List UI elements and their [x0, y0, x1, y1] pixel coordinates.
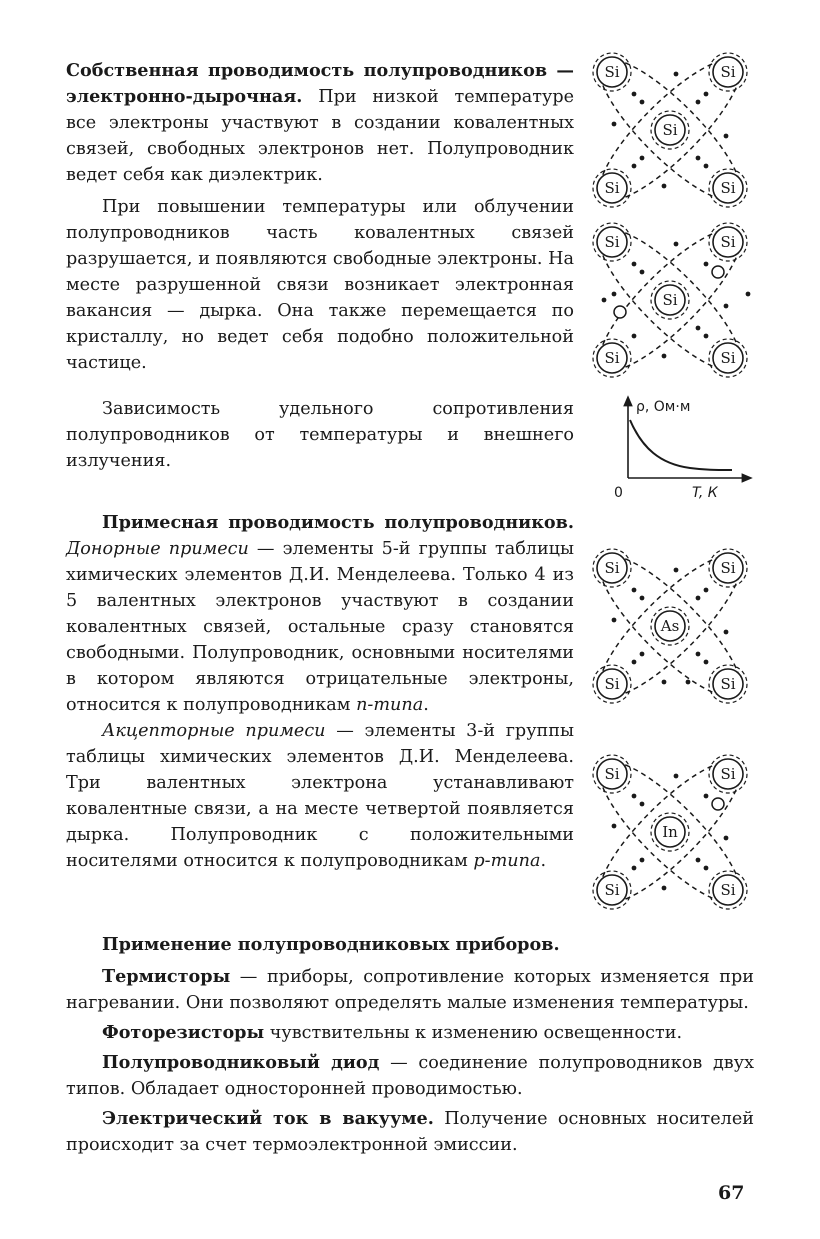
acceptor-end: .: [540, 851, 547, 871]
electron-dot: [696, 652, 701, 657]
atom-label: Si: [720, 765, 736, 783]
corner-atom: [593, 549, 631, 587]
devices-section: [66, 932, 754, 1158]
corner-atom: [709, 169, 747, 207]
electron-dot: [612, 824, 617, 829]
atom-label: Si: [720, 63, 736, 81]
hole-marker: [614, 306, 626, 318]
electron-dot: [640, 270, 645, 275]
electron-dot: [640, 156, 645, 161]
photoresistors-term: Фоторезисторы: [102, 1022, 265, 1043]
electron-dot: [704, 794, 709, 799]
graph-xlabel: T, К: [692, 485, 718, 501]
acceptor-type: р-типа: [473, 851, 541, 871]
electron-dot: [704, 588, 709, 593]
lattice-figure-intrinsic-hot: [590, 220, 760, 380]
electron-dot: [696, 100, 701, 105]
acceptor-term: Акцепторные примеси: [102, 721, 326, 741]
electron-dot: [612, 618, 617, 623]
electron-dot: [704, 334, 709, 339]
atom-label: Si: [662, 291, 678, 309]
diode-term: Полупроводниковый диод: [102, 1052, 380, 1073]
electron-dot: [704, 262, 709, 267]
vacuum-text: Получение основных носителей происходит за счет термоэлектронной эмиссии.: [66, 1109, 754, 1155]
atom-label: Si: [720, 675, 736, 693]
impurity-heading: Примесная проводимость полупроводников.: [102, 512, 574, 533]
atom-label: Si: [720, 559, 736, 577]
corner-atom: [709, 549, 747, 587]
atom-label: In: [662, 823, 678, 841]
electron-dot: [632, 164, 637, 169]
corner-atom: [709, 871, 747, 909]
electron-dot: [662, 886, 667, 891]
corner-atom: [709, 53, 747, 91]
electron-dot: [662, 354, 667, 359]
electron-dot: [632, 660, 637, 665]
atom-label: Si: [604, 881, 620, 899]
donor-text: — элементы 5-й группы таблицы химических элементов Д.И. Менделеева. Только 4 из 5 валентных электронов участвуют в создании ковалентных связей, остальные сразу становятся свободными. Полупроводник, основными носителями в котором являются отрицательные электроны, относится к полупроводникам: [66, 539, 574, 715]
free-electron-dot: [602, 298, 607, 303]
intrinsic-p2: При повышении температуры или облучении полупроводников часть ковалентных связей разрушается, и появляются свободные электроны. На месте разрушенной связи возникает электронная вакансия — дырка. Она также перемещается по кристаллу, но ведет себя подобно положительной частице.: [66, 197, 574, 373]
corner-atom: [593, 169, 631, 207]
atom-label: Si: [604, 233, 620, 251]
atom-label: Si: [604, 179, 620, 197]
intrinsic-p1: При низкой температуре все электроны участвуют в создании ковалентных связей, свободных электронов нет. Полупроводник ведет себя как диэлектрик.: [66, 87, 574, 185]
atom-label: Si: [720, 349, 736, 367]
atom-label: As: [660, 617, 680, 635]
vacuum-term: Электрический ток в вакууме.: [102, 1108, 434, 1129]
electron-dot: [674, 72, 679, 77]
electron-dot: [696, 156, 701, 161]
atom-label: Si: [604, 675, 620, 693]
thermistors-term: Термисторы: [102, 966, 231, 987]
center-atom: [651, 111, 689, 149]
corner-atom: [593, 871, 631, 909]
lattice-figure-intrinsic-cold: [590, 50, 760, 210]
lattice-figure-donor: [590, 546, 760, 706]
free-electron-dot: [686, 680, 691, 685]
intrinsic-heading: Собственная проводимость полупроводников — электронно-дырочная.: [66, 60, 574, 107]
center-atom: [651, 281, 689, 319]
center-atom: [651, 607, 689, 645]
resistivity-temperature-graph: [600, 392, 760, 504]
electron-dot: [632, 866, 637, 871]
thermistors-text: — приборы, сопротивление которых изменяется при нагревании. Они позволяют определять малые изменения температуры.: [66, 967, 754, 1013]
electron-dot: [704, 660, 709, 665]
electron-dot: [662, 680, 667, 685]
corner-atom: [709, 223, 747, 261]
free-electron-dot: [746, 292, 751, 297]
electron-dot: [640, 858, 645, 863]
corner-atom: [709, 755, 747, 793]
hole-marker: [712, 798, 724, 810]
atom-label: Si: [720, 881, 736, 899]
electron-dot: [704, 866, 709, 871]
corner-atom: [709, 339, 747, 377]
atom-label: Si: [604, 63, 620, 81]
atom-label: Si: [720, 179, 736, 197]
electron-dot: [696, 326, 701, 331]
donor-end: .: [423, 695, 429, 715]
electron-dot: [696, 596, 701, 601]
atom-label: Si: [604, 349, 620, 367]
center-atom: [651, 813, 689, 851]
graph-curve: [630, 420, 732, 470]
electron-dot: [674, 774, 679, 779]
electron-dot: [632, 92, 637, 97]
corner-atom: [593, 53, 631, 91]
lattice-figure-acceptor: [590, 752, 760, 912]
electron-dot: [674, 568, 679, 573]
atom-label: Si: [604, 559, 620, 577]
atom-label: Si: [662, 121, 678, 139]
electron-dot: [724, 836, 729, 841]
donor-type: n-типа: [356, 695, 424, 715]
corner-atom: [593, 665, 631, 703]
impurity-section: [66, 510, 574, 874]
electron-dot: [724, 134, 729, 139]
electron-dot: [640, 596, 645, 601]
graph-origin: 0: [614, 485, 623, 501]
electron-dot: [724, 304, 729, 309]
graph-ylabel: ρ, Ом·м: [636, 399, 691, 415]
electron-dot: [674, 242, 679, 247]
donor-term: Донорные примеси: [66, 539, 249, 559]
corner-atom: [709, 665, 747, 703]
electron-dot: [632, 262, 637, 267]
corner-atom: [593, 339, 631, 377]
atom-label: Si: [720, 233, 736, 251]
corner-atom: [593, 223, 631, 261]
electron-dot: [704, 164, 709, 169]
electron-dot: [632, 588, 637, 593]
page-number: 67: [718, 1182, 745, 1204]
electron-dot: [612, 122, 617, 127]
acceptor-text: — элементы 3-й группы таблицы химических элементов Д.И. Менделеева. Три валентных электрона устанавливают ковалентные связи, а на месте четвертой появляется дырка. Полупроводник с положительными носителями относится к полупроводникам: [66, 721, 574, 871]
atom-label: Si: [604, 765, 620, 783]
electron-dot: [696, 858, 701, 863]
electron-dot: [662, 184, 667, 189]
electron-dot: [640, 652, 645, 657]
devices-heading: Применение полупроводниковых приборов.: [102, 934, 560, 955]
electron-dot: [724, 630, 729, 635]
electron-dot: [632, 334, 637, 339]
electron-dot: [612, 292, 617, 297]
electron-dot: [640, 802, 645, 807]
corner-atom: [593, 755, 631, 793]
intrinsic-p3: Зависимость удельного сопротивления полупроводников от температуры и внешнего излучения.: [66, 399, 574, 471]
electron-dot: [640, 100, 645, 105]
photoresistors-text: чувствительны к изменению освещенности.: [264, 1023, 683, 1043]
electron-dot: [704, 92, 709, 97]
diode-text: — соединение полупроводников двух типов. Обладает односторонней проводимостью.: [66, 1053, 754, 1099]
electron-dot: [632, 794, 637, 799]
hole-marker: [712, 266, 724, 278]
intrinsic-section: [66, 58, 574, 474]
